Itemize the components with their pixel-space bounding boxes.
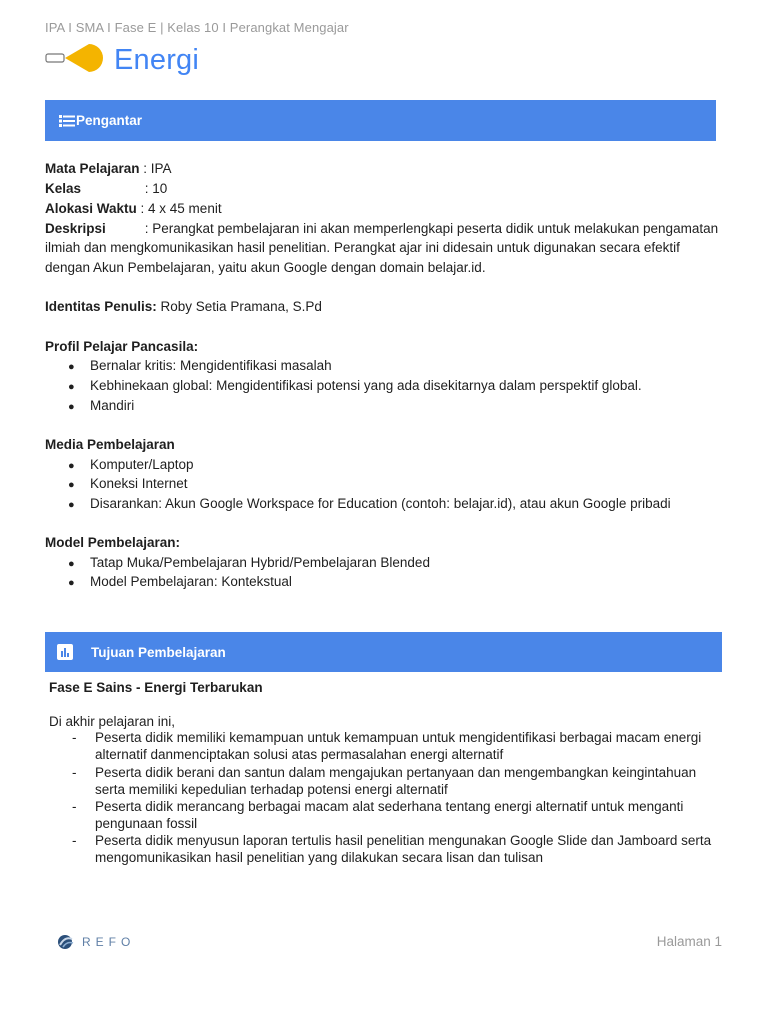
list-item: ● Komputer/Laptop	[68, 455, 194, 476]
list-item: ● Disarankan: Akun Google Workspace for Education (contoh: belajar.id), atau akun Google pribadi	[68, 494, 671, 515]
bullet-icon: ●	[68, 361, 75, 373]
page-number: Halaman 1	[656, 934, 722, 949]
list-item: ● Kebhinekaan global: Mengidentifikasi potensi yang ada disekitarnya dalam perspektif global.	[68, 376, 642, 397]
deskripsi-label: Deskripsi	[45, 221, 106, 236]
info-mapel	[45, 159, 172, 179]
media-heading: Media Pembelajaran	[45, 437, 175, 452]
bullet-icon: ●	[68, 558, 75, 570]
bullet-icon: ●	[68, 577, 75, 589]
model-heading: Model Pembelajaran:	[45, 535, 181, 550]
list-item: ● Tatap Muka/Pembelajaran Hybrid/Pembelajaran Blended	[68, 553, 430, 574]
kelas-label: Kelas	[45, 181, 82, 196]
alokasi-value: : 4 x 45 menit	[136, 201, 222, 216]
bullet-icon: ●	[68, 401, 75, 413]
speaker-logo-icon	[45, 40, 109, 80]
title-row	[45, 40, 199, 80]
bullet-icon: ●	[68, 499, 75, 511]
tujuan-subheading: Fase E Sains - Energi Terbarukan	[49, 680, 263, 695]
deskripsi-text-2: ilmiah dan mengkomunikasikan hasil penelitian. Perangkat ajar ini didesain untuk digunakan secara efektif	[45, 240, 680, 255]
mapel-label: Mata Pelajaran	[45, 161, 140, 176]
list-item: ● Mandiri	[68, 396, 134, 417]
bar-chart-icon	[57, 644, 73, 660]
penulis-value: Roby Setia Pramana, S.Pd	[156, 299, 322, 314]
refo-logo-icon	[56, 933, 76, 951]
breadcrumb: IPA I SMA I Fase E | Kelas 10 I Perangkat Mengajar	[45, 20, 349, 35]
deskripsi-text-3: dengan Akun Pembelajaran, yaitu akun Google dengan domain belajar.id.	[45, 260, 486, 275]
bullet-icon: ●	[68, 479, 75, 491]
bullet-icon: ●	[68, 381, 75, 393]
footer-brand: REFO	[82, 935, 136, 949]
kelas-value: : 10	[141, 181, 168, 196]
footer-logo	[56, 933, 135, 951]
alokasi-label: Alokasi Waktu	[45, 201, 137, 216]
list-item: ● Bernalar kritis: Mengidentifikasi masalah	[68, 356, 332, 377]
penulis-label: Identitas Penulis:	[45, 299, 157, 314]
section-header-tujuan	[45, 632, 722, 672]
tujuan-intro: Di akhir pelajaran ini,	[49, 714, 176, 729]
info-kelas	[45, 179, 167, 199]
mapel-value: : IPA	[139, 161, 172, 176]
info-deskripsi	[45, 219, 718, 239]
list-item: ● Koneksi Internet	[68, 474, 188, 495]
section-heading-pengantar: Pengantar	[76, 113, 143, 128]
identitas-penulis	[45, 297, 322, 317]
list-icon	[59, 114, 75, 128]
bullet-icon: ●	[68, 460, 75, 472]
page-title: Energi	[114, 43, 200, 76]
profil-heading: Profil Pelajar Pancasila:	[45, 339, 199, 354]
section-header-pengantar	[45, 100, 716, 141]
deskripsi-text-1: : Perangkat pembelajaran ini akan memperlengkapi peserta didik untuk melakukan pengamatan	[141, 221, 719, 236]
section-heading-tujuan: Tujuan Pembelajaran	[91, 644, 226, 660]
list-item: ● Model Pembelajaran: Kontekstual	[68, 572, 292, 593]
info-alokasi	[45, 199, 222, 219]
